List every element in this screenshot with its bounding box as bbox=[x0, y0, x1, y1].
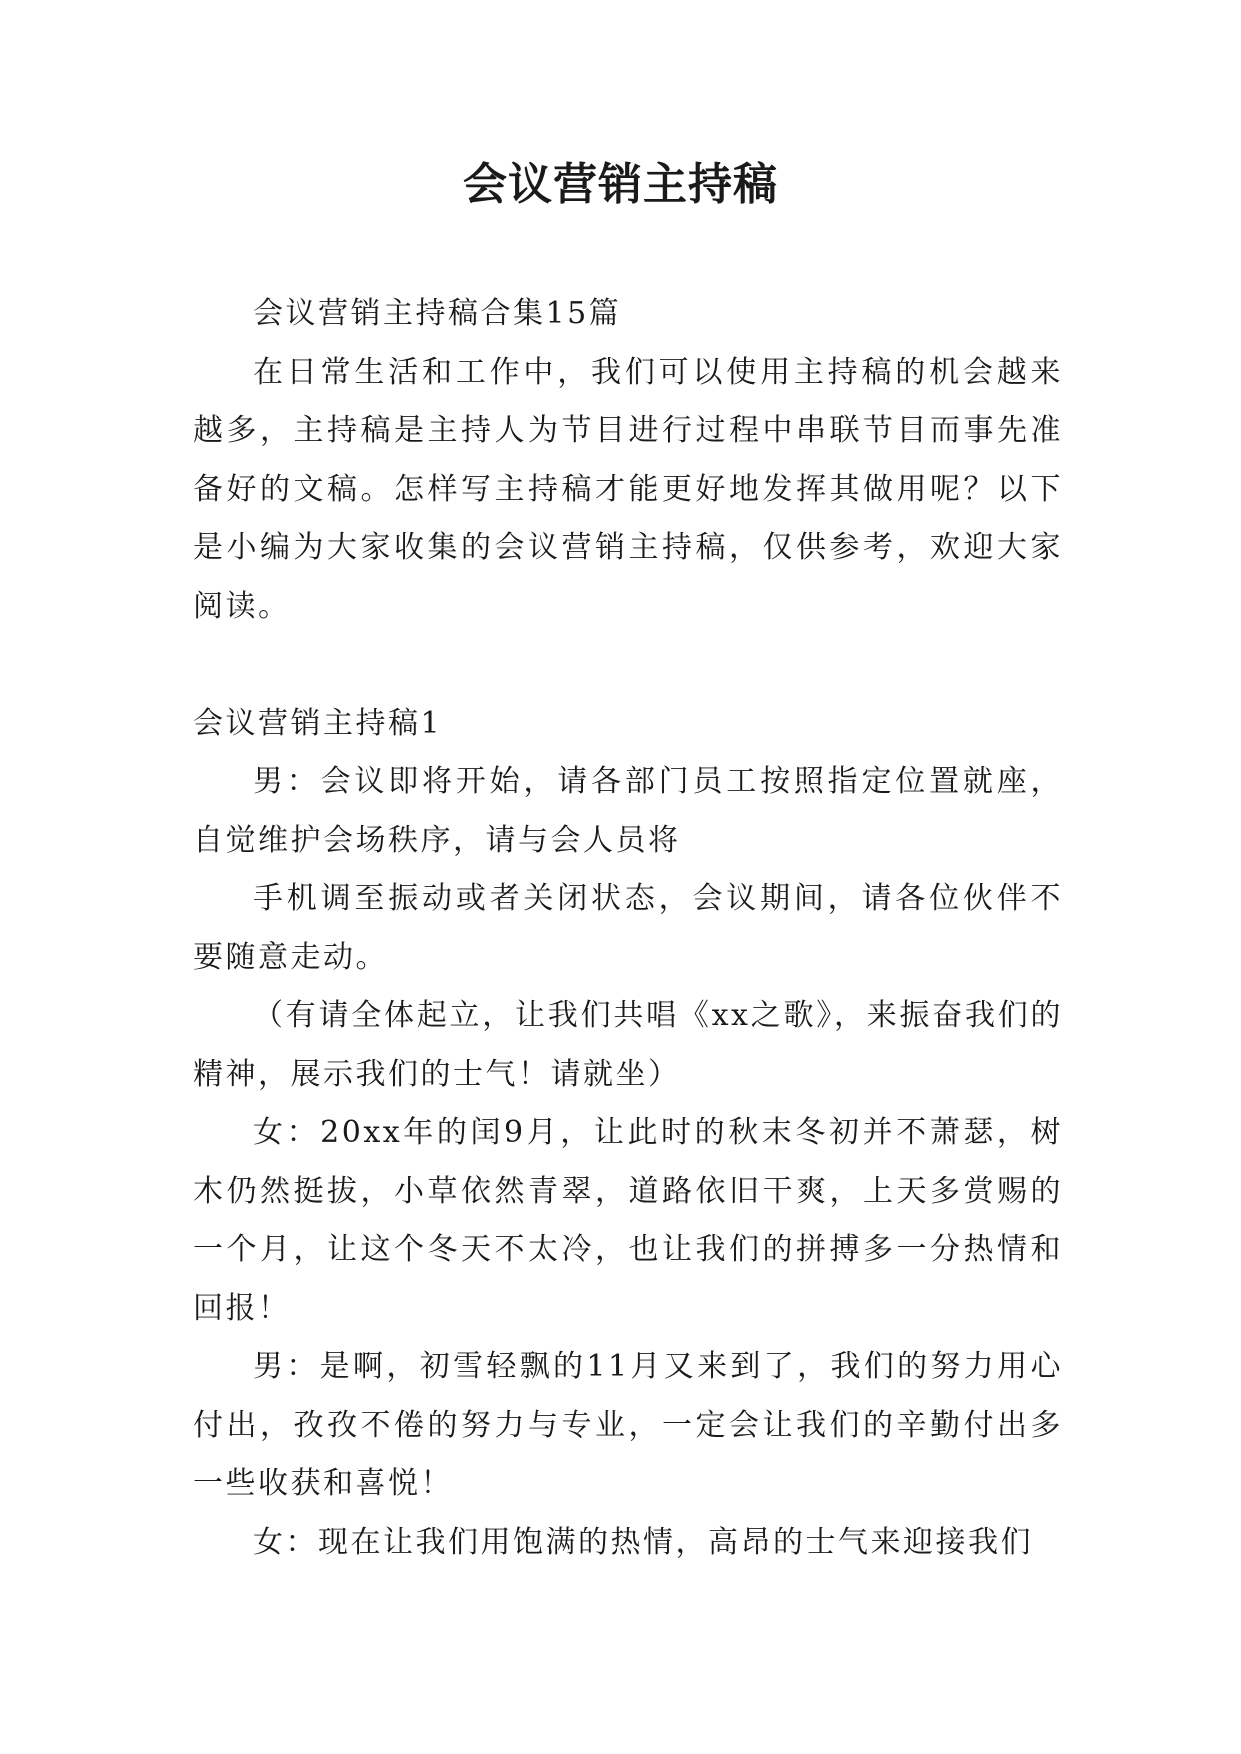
document-title: 会议营销主持稿 bbox=[463, 159, 778, 210]
body-paragraph: 女：20xx年的闰9月，让此时的秋末冬初并不萧瑟，树木仍然挺拔，小草依然青翠，道路依旧干爽，上天多赏赐的一个月，让这个冬天不太冷，也让我们的拼搏多一分热情和回报！ bbox=[193, 1115, 1063, 1326]
body-paragraph: 女：现在让我们用饱满的热情，高昂的士气来迎接我们 bbox=[253, 1524, 1033, 1560]
intro-paragraph: 在日常生活和工作中，我们可以使用主持稿的机会越来越多，主持稿是主持人为节目进行过程中串联节目而事先准备好的文稿。怎样写主持稿才能更好地发挥其做用呢？以下是小编为大家收集的会议营销主持稿，仅供参考，欢迎大家阅读。 bbox=[193, 354, 1063, 624]
body-paragraph: 手机调至振动或者关闭状态，会议期间，请各位伙伴不要随意走动。 bbox=[193, 881, 1063, 975]
body-paragraph: （有请全体起立，让我们共唱《xx之歌》，来振奋我们的精神，展示我们的士气！请就坐） bbox=[193, 998, 1063, 1092]
collection-heading: 会议营销主持稿合集15篇 bbox=[253, 296, 622, 331]
body-paragraph: 男：是啊，初雪轻飘的11月又来到了，我们的努力用心付出，孜孜不倦的努力与专业，一定会让我们的辛勤付出多一些收获和喜悦！ bbox=[193, 1349, 1063, 1501]
section-spacer bbox=[193, 636, 1063, 695]
section-heading: 会议营销主持稿1 bbox=[193, 705, 443, 741]
document-body bbox=[193, 285, 1063, 1572]
body-paragraph: 男：会议即将开始，请各部门员工按照指定位置就座，自觉维护会场秩序，请与会人员将 bbox=[193, 764, 1063, 858]
